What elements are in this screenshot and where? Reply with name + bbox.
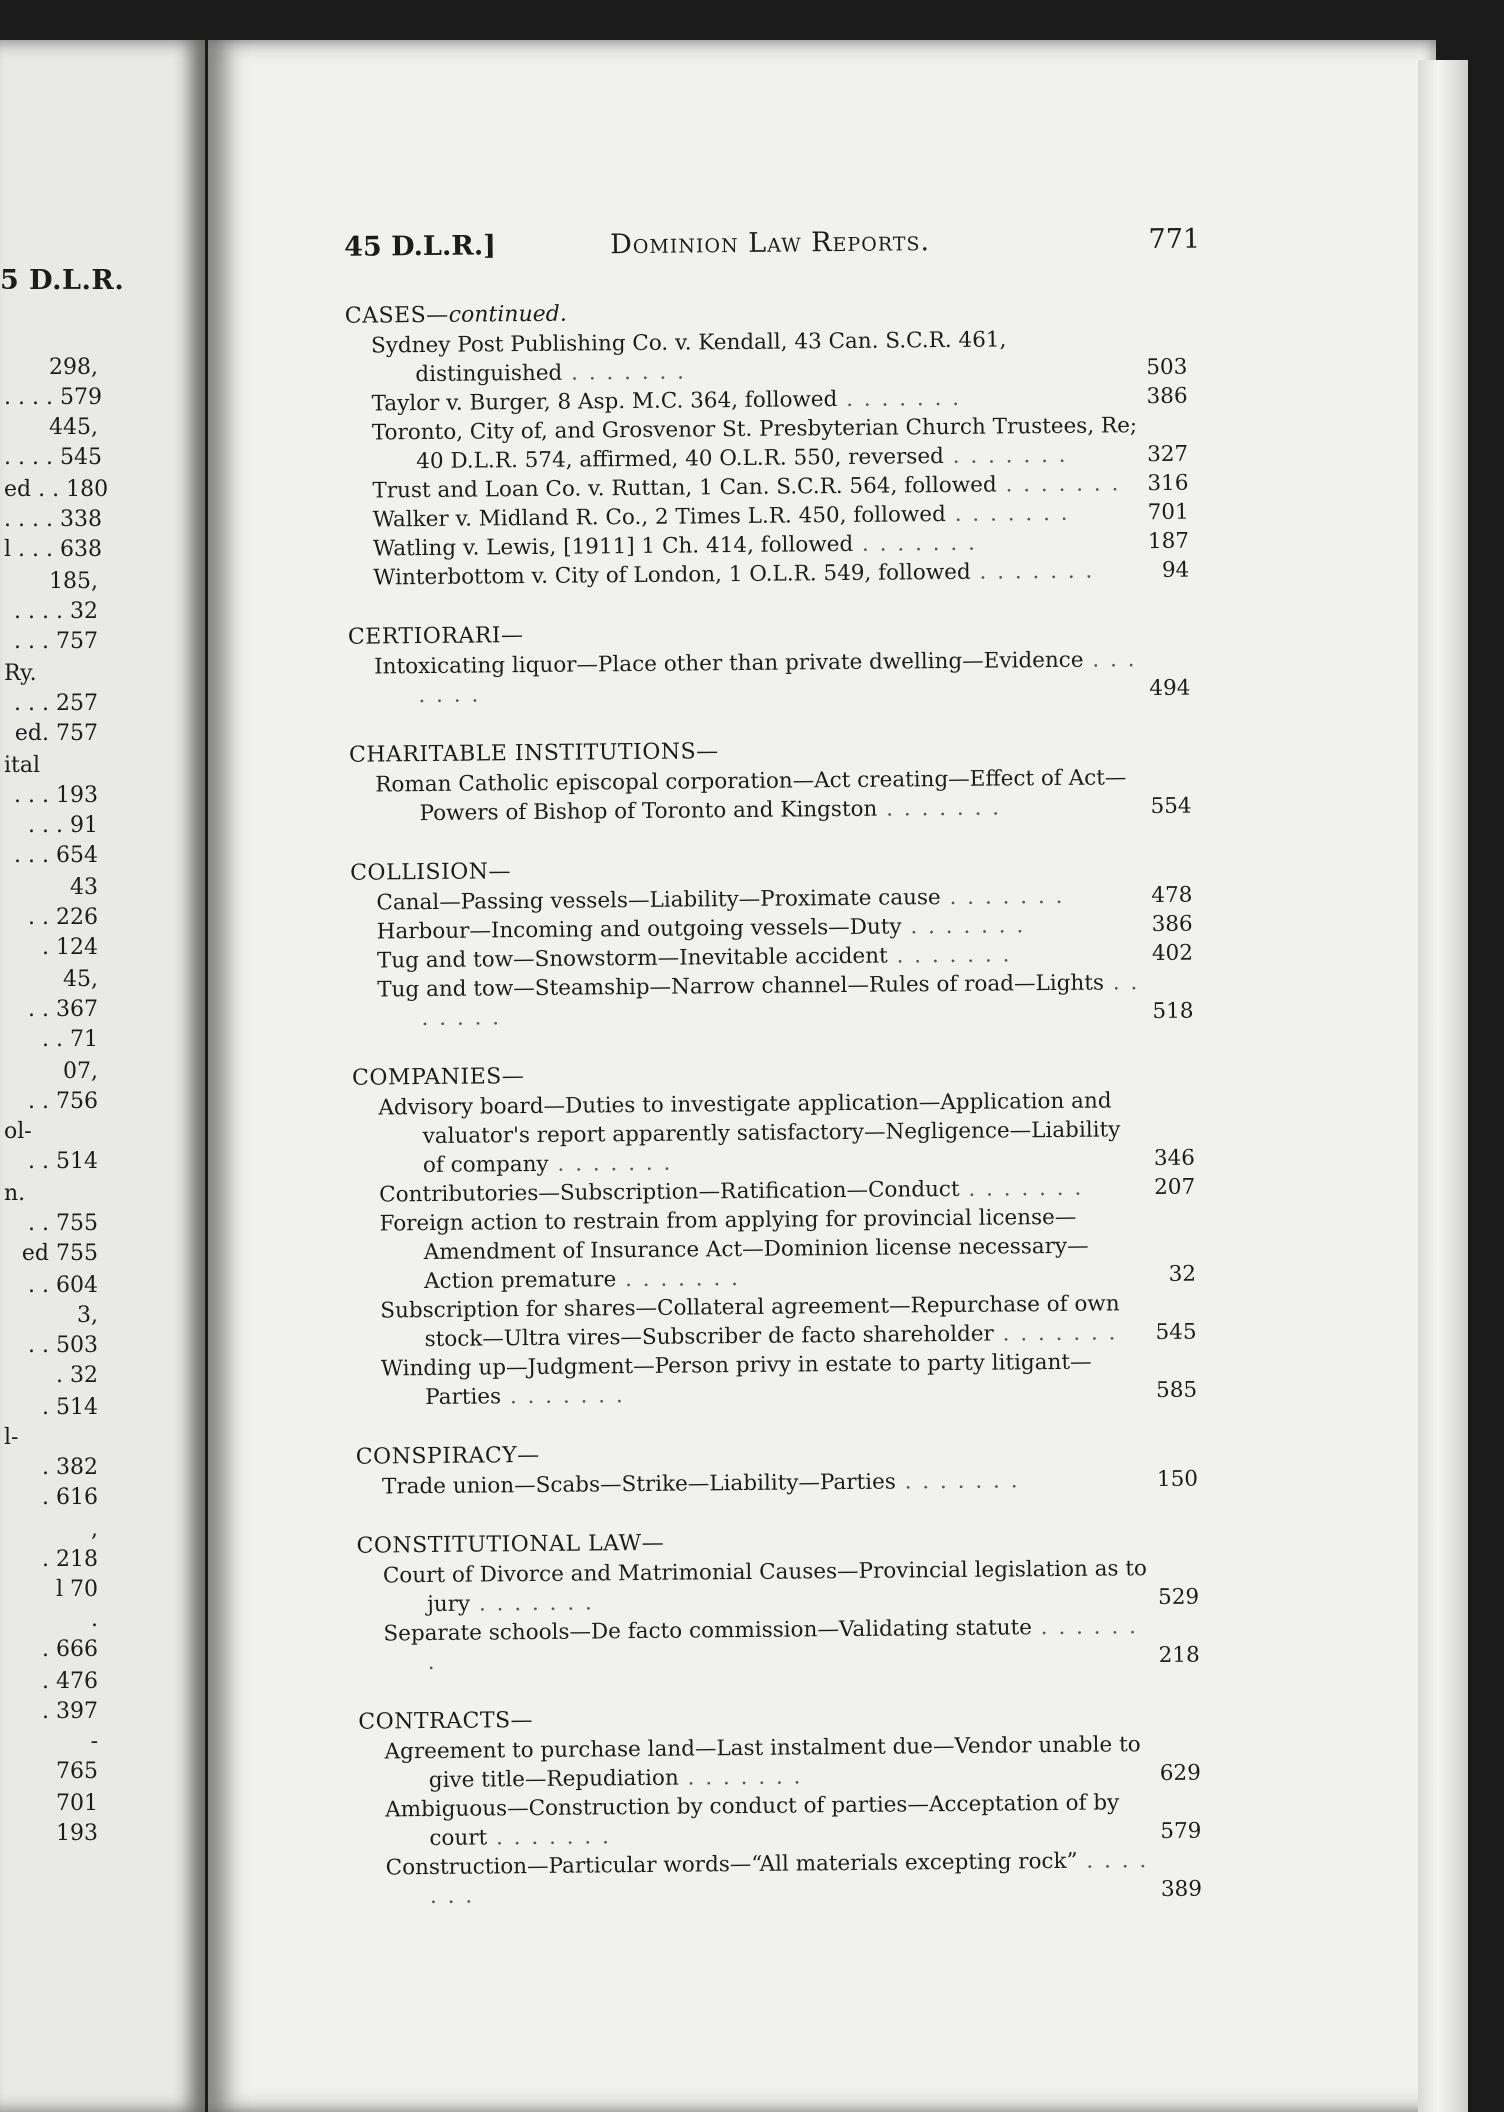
left-page-fragment: . 666 <box>42 1637 98 1662</box>
section-heading-text: CASES— <box>344 302 449 329</box>
dot-leader: . . . . . . . <box>678 1764 803 1791</box>
entry-text: Roman Catholic episcopal corporation—Act creating—Effect of Act—Powers of Bishop of Toronto and Kingston <box>375 765 1127 827</box>
entry-page-number: 32 <box>1168 1261 1197 1287</box>
left-page-fragment: 765 <box>56 1759 98 1784</box>
left-page-fragment: . . 604 <box>28 1273 98 1298</box>
entry-page-number: 579 <box>1160 1818 1202 1845</box>
index-section <box>334 1699 1216 1911</box>
left-page-fragment: ed 755 <box>21 1241 98 1266</box>
left-page-fragment: . 124 <box>42 935 98 960</box>
entry-page-number: 402 <box>1151 940 1194 967</box>
index-entry <box>333 1611 1214 1677</box>
left-page-fragment: . . 71 <box>42 1027 98 1052</box>
left-page-fragment: l . . . 638 <box>4 537 102 562</box>
entry-text: Watling v. Lewis, [1911] 1 Ch. 414, followed <box>372 531 854 562</box>
left-page-fragment: - <box>90 1729 98 1754</box>
index-entry <box>334 1729 1215 1795</box>
entry-text: Foreign action to restrain from applying for provincial license—Amendment of Insurance Act—Dominion license necessary—Action premature <box>379 1204 1089 1295</box>
index-entry <box>330 1289 1211 1355</box>
dot-leader: . . . . . . . <box>427 1614 1139 1676</box>
entry-page-number: 207 <box>1154 1174 1196 1201</box>
left-page-header: 5 D.L.R. <box>0 265 125 296</box>
index-section <box>324 615 1205 711</box>
entry-text: Harbour—Incoming and outgoing vessels—Duty <box>376 914 902 945</box>
left-page-fragment: . 32 <box>56 1363 98 1388</box>
left-page-fragment: . 616 <box>42 1485 98 1510</box>
index-entry <box>325 763 1206 829</box>
index-entry <box>321 324 1202 390</box>
index-section <box>326 851 1208 1034</box>
left-page-fragment: . . . . 32 <box>14 599 98 624</box>
dot-leader: . . . . . . . <box>469 1590 594 1617</box>
entry-text: Trade union—Scabs—Strike—Liability—Parties <box>381 1469 896 1500</box>
left-page-fragment: 3, <box>77 1303 98 1328</box>
page-content <box>320 224 1216 1912</box>
index-entry <box>329 1202 1210 1297</box>
left-page-fragment: . . 367 <box>28 997 98 1022</box>
left-page-fragment: ed . . 180 <box>4 477 109 502</box>
left-page-fragment: n. <box>4 1181 26 1206</box>
running-head <box>320 224 1200 272</box>
section-heading-text: CONSPIRACY— <box>355 1442 540 1470</box>
entry-page-number: 629 <box>1159 1760 1201 1787</box>
index-section <box>332 1523 1213 1677</box>
entry-text: Tug and tow—Steamship—Narrow channel—Rules of road—Lights <box>377 970 1105 1003</box>
entry-page-number: 386 <box>1151 911 1193 938</box>
entry-page-number: 518 <box>1152 998 1194 1025</box>
left-page-fragment: . 218 <box>42 1547 98 1572</box>
left-page-fragment: 298, <box>49 355 98 380</box>
entry-page-number: 150 <box>1156 1466 1199 1493</box>
dot-leader: . . . . . . . <box>895 1468 1020 1495</box>
entry-text: Construction—Particular words—“All materials excepting rock” <box>385 1848 1078 1881</box>
entry-text: Tug and tow—Snowstorm—Inevitable accident <box>376 943 888 974</box>
entry-text: Toronto, City of, and Grosvenor St. Presbyterian Church Trustees, Re; 40 D.L.R. 574, affirmed, 40 O.L.R. 550, reversed <box>371 413 1138 475</box>
left-page-fragment: ol- <box>4 1119 32 1144</box>
page-edge <box>1418 60 1468 2112</box>
entry-page-number: 389 <box>1160 1876 1203 1903</box>
left-page-fragment: 701 <box>56 1791 98 1816</box>
section-heading-text: CONTRACTS— <box>358 1708 534 1735</box>
entry-text: Contributories—Subscription—Ratification—Conduct <box>379 1176 960 1208</box>
entry-page-number: 346 <box>1153 1145 1196 1172</box>
volume-label: 45 D.L.R.] <box>343 230 497 263</box>
dot-leader: . . . . . . . <box>887 942 1012 969</box>
left-page-fragment: ed. 757 <box>14 721 98 746</box>
dot-leader: . . . . . . . <box>562 359 687 386</box>
left-page-fragment: . . . 91 <box>28 813 98 838</box>
left-page-fragment: . . . . 579 <box>4 385 102 410</box>
left-page-fragment: 193 <box>56 1821 98 1846</box>
left-page-fragment: 185, <box>49 569 98 594</box>
index-entry <box>333 1553 1214 1619</box>
dot-leader: . . . . . . . <box>996 471 1121 498</box>
left-page-fragment: . <box>91 1607 98 1632</box>
page-number: 771 <box>1148 223 1201 256</box>
dot-leader: . . . . . . . <box>993 1320 1118 1347</box>
entry-page-number: 545 <box>1155 1319 1197 1346</box>
left-page-fragment: . 397 <box>42 1699 98 1724</box>
entry-text: Court of Divorce and Matrimonial Causes—Provincial legislation as to jury <box>382 1556 1148 1618</box>
entry-page-number: 218 <box>1158 1642 1200 1669</box>
entry-page-number: 327 <box>1147 441 1189 468</box>
entry-page-number: 386 <box>1146 383 1188 410</box>
section-heading-text: CONSTITUTIONAL LAW— <box>356 1530 665 1559</box>
dot-leader: . . . . . . . <box>901 913 1026 940</box>
left-page-fragment: . . . . 545 <box>4 445 102 470</box>
index-entry <box>336 1845 1217 1911</box>
entry-page-number: 494 <box>1149 675 1191 702</box>
index-section <box>328 1056 1211 1413</box>
dot-leader: . . . . . . . <box>970 558 1095 585</box>
left-page-fragment: l 70 <box>55 1577 98 1602</box>
entry-text: Sydney Post Publishing Co. v. Kendall, 43 Can. S.C.R. 461, distinguished <box>370 327 1007 388</box>
entry-text: Advisory board—Duties to investigate application—Application and valuator's report apparently satisfactory—Negligence—Liability of company <box>378 1088 1121 1179</box>
entry-page-number: 187 <box>1147 528 1190 555</box>
index-entry <box>335 1787 1216 1853</box>
left-page-fragment: . . 503 <box>28 1333 98 1358</box>
left-page-fragment: . . 755 <box>28 1211 98 1236</box>
entry-page-number: 529 <box>1157 1584 1200 1611</box>
journal-title: Dominion Law Reports. <box>609 226 931 261</box>
left-facing-page <box>0 40 205 2112</box>
left-page-fragment: . 476 <box>42 1669 98 1694</box>
entry-text: Intoxicating liquor—Place other than private dwelling—Evidence <box>374 647 1084 680</box>
entry-page-number: 94 <box>1161 557 1190 583</box>
entry-page-number: 701 <box>1147 499 1189 526</box>
left-page-fragment: ital <box>4 753 41 778</box>
left-page-fragment: . . 226 <box>28 905 98 930</box>
entry-text: Canal—Passing vessels—Liability—Proximate cause <box>376 885 941 916</box>
left-page-fragment: . . . 193 <box>14 783 98 808</box>
section-heading-text: COMPANIES— <box>352 1064 525 1091</box>
dot-leader: . . . . . . . <box>943 442 1068 470</box>
entry-text: Ambiguous—Construction by conduct of parties—Acceptation of by court <box>385 1790 1120 1852</box>
index-entry <box>324 645 1205 711</box>
dot-leader: . . . . . . . <box>945 500 1070 528</box>
entry-text: Winding up—Judgment—Person privy in estate to party litigant—Parties <box>380 1349 1092 1411</box>
entry-page-number: 554 <box>1150 793 1192 820</box>
entry-page-number: 316 <box>1147 470 1189 497</box>
index-entry <box>322 411 1203 477</box>
left-page-fragment: Ry. <box>4 661 37 686</box>
dot-leader: . . . . . . . <box>877 795 1002 822</box>
dot-leader: . . . . . . . <box>959 1175 1084 1202</box>
left-page-fragment: . . . 654 <box>14 843 98 868</box>
left-page-fragment: , <box>91 1517 98 1542</box>
left-page-fragment: . . 514 <box>28 1149 98 1174</box>
dot-leader: . . . . . . . <box>500 1383 625 1410</box>
index-section <box>321 294 1204 593</box>
entry-page-number: 478 <box>1151 882 1193 909</box>
left-page-fragment: 07, <box>63 1059 98 1084</box>
left-page-fragment: 45, <box>63 967 98 992</box>
entry-page-number: 585 <box>1155 1377 1198 1404</box>
entry-text: Agreement to purchase land—Last instalment due—Vendor unable to give title—Repudiation <box>384 1732 1141 1794</box>
index-section <box>332 1434 1213 1501</box>
index-entry <box>328 1086 1209 1181</box>
section-heading-continued: continued. <box>448 301 567 328</box>
section-heading-text: COLLISION— <box>350 859 512 886</box>
left-page-fragment: . . . . 338 <box>4 507 102 532</box>
index-section <box>325 733 1206 829</box>
entry-text: Subscription for shares—Collateral agreement—Repurchase of own stock—Ultra vires—Subscriber de facto shareholder <box>380 1291 1120 1353</box>
left-page-fragment: . . . 757 <box>14 629 98 654</box>
entry-text: Trust and Loan Co. v. Ruttan, 1 Can. S.C.R. 564, followed <box>372 472 997 504</box>
index-sections <box>321 294 1216 1912</box>
dot-leader: . . . . . . . <box>940 883 1065 911</box>
entry-text: Taylor v. Burger, 8 Asp. M.C. 364, followed <box>371 387 838 417</box>
section-heading-text: CHARITABLE INSTITUTIONS— <box>348 739 719 768</box>
section-heading-text: CERTIORARI— <box>347 623 524 650</box>
dot-leader: . . . . . . . <box>487 1824 611 1851</box>
index-entry <box>331 1347 1212 1413</box>
entry-text: Walker v. Midland R. Co., 2 Times L.R. 450, followed <box>372 502 946 533</box>
index-entry <box>327 968 1208 1034</box>
left-page-fragment: 43 <box>70 875 98 900</box>
left-page-fragment: l- <box>4 1425 19 1450</box>
dot-leader: . . . . . . . <box>418 647 1137 709</box>
left-page-fragment: . 514 <box>42 1395 98 1420</box>
left-page-fragment: . . 756 <box>28 1089 98 1114</box>
left-page-fragment: 445, <box>49 415 98 440</box>
dot-leader: . . . . . . . <box>853 530 977 557</box>
left-page-fragment: . 382 <box>42 1455 98 1480</box>
dot-leader: . . . . . . . <box>616 1266 741 1293</box>
dot-leader: . . . . . . . <box>429 1848 1149 1910</box>
entry-page-number: 503 <box>1146 354 1188 381</box>
entry-text: Separate schools—De facto commission—Validating statute <box>383 1615 1033 1647</box>
left-page-fragment: . . . 257 <box>14 691 98 716</box>
dot-leader: . . . . . . . <box>548 1150 673 1177</box>
dot-leader: . . . . . . . <box>837 385 962 413</box>
entry-text: Winterbottom v. City of London, 1 O.L.R. 549, followed <box>373 559 971 591</box>
dot-leader: . . . . . . . <box>421 970 1140 1032</box>
